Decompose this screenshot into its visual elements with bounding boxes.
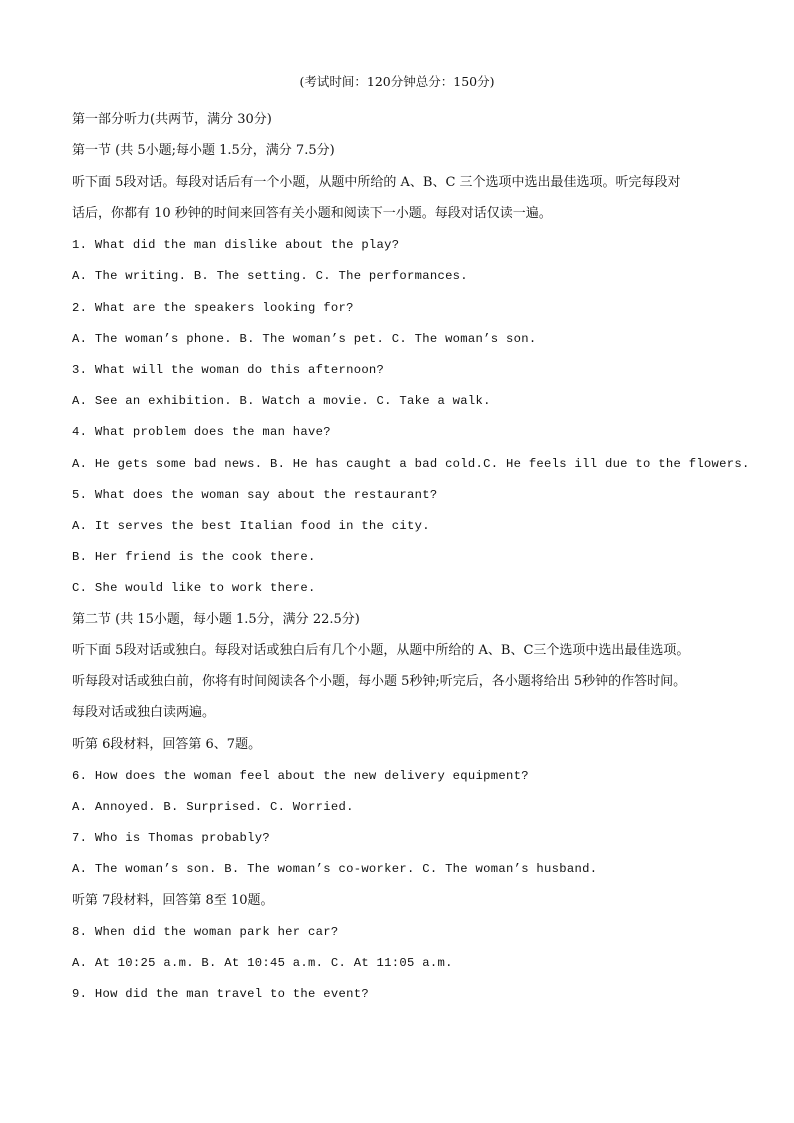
question-8: 8. When did the woman park her car? — [72, 925, 339, 939]
question-6: 6. How does the woman feel about the new delivery equipment? — [72, 769, 529, 783]
question-6-options: A. Annoyed. B. Surprised. C. Worried. — [72, 800, 354, 814]
question-8-options: A. At 10:25 a.m. B. At 10:45 a.m. C. At 11:05 a.m. — [72, 956, 453, 970]
part1-title: 第一部分听力(共两节，满分 30分) — [72, 112, 272, 127]
question-5-option-a: A. It serves the best Italian food in the city. — [72, 519, 430, 533]
section2-instruction-line: 听下面 5段对话或独白。每段对话或独白后有几个小题，从题中所给的 A、B、C三个选项中选出最佳选项。 — [72, 643, 690, 658]
question-5-option-b: B. Her friend is the cook there. — [72, 550, 316, 564]
section1-instruction-line: 话后，你都有 10 秒钟的时间来回答有关小题和阅读下一小题。每段对话仅读一遍。 — [72, 206, 552, 221]
question-9: 9. How did the man travel to the event? — [72, 987, 369, 1001]
question-4-options: A. He gets some bad news. B. He has caught a bad cold.C. He feels ill due to the flowers. — [72, 457, 750, 471]
question-2-options: A. The woman’s phone. B. The woman’s pet. C. The woman’s son. — [72, 332, 537, 346]
section2-instruction-line: 每段对话或独白读两遍。 — [72, 705, 216, 720]
question-7: 7. Who is Thomas probably? — [72, 831, 270, 845]
section2-title: 第二节 (共 15小题，每小题 1.5分，满分 22.5分) — [72, 612, 360, 627]
exam-header: (考试时间：120分钟总分：150分) — [299, 74, 495, 89]
section1-title: 第一节 (共 5小题;每小题 1.5分，满分 7.5分) — [72, 143, 335, 158]
question-4: 4. What problem does the man have? — [72, 425, 331, 439]
material-7-heading: 听第 7段材料，回答第 8至 10题。 — [72, 893, 274, 908]
question-7-options: A. The woman’s son. B. The woman’s co-worker. C. The woman’s husband. — [72, 862, 598, 876]
question-3-options: A. See an exhibition. B. Watch a movie. C. Take a walk. — [72, 394, 491, 408]
question-3: 3. What will the woman do this afternoon? — [72, 363, 385, 377]
question-1-options: A. The writing. B. The setting. C. The performances. — [72, 269, 468, 283]
section2-instruction-line: 听每段对话或独白前，你将有时间阅读各个小题，每小题 5秒钟;听完后，各小题将给出 5秒钟的作答时间。 — [72, 674, 687, 689]
question-5: 5. What does the woman say about the restaurant? — [72, 488, 438, 502]
question-2: 2. What are the speakers looking for? — [72, 301, 354, 315]
question-5-option-c: C. She would like to work there. — [72, 581, 316, 595]
section1-instruction-line: 听下面 5段对话。每段对话后有一个小题，从题中所给的 A、B、C 三个选项中选出最佳选项。听完每段对 — [72, 175, 681, 190]
material-6-heading: 听第 6段材料，回答第 6、7题。 — [72, 737, 262, 752]
question-1: 1. What did the man dislike about the play? — [72, 238, 400, 252]
